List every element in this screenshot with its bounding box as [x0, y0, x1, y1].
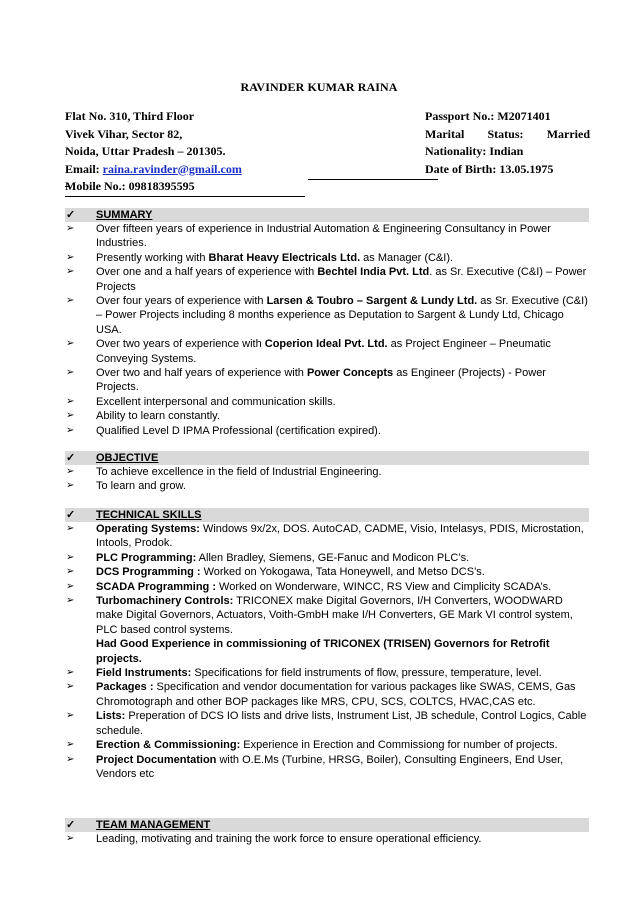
skill-name: SCADA Programming : — [96, 580, 216, 593]
underline-rule — [308, 179, 438, 180]
list-item — [65, 222, 589, 251]
item-text — [96, 409, 589, 423]
item-text-a: Excellent interpersonal and communication skills. — [96, 395, 336, 408]
item-text-bold: Power Concepts — [306, 367, 394, 380]
item-text-c: as Manager (C&I). — [360, 251, 454, 264]
item-text-a: Over one and a half years of experience with — [96, 266, 318, 279]
skill-detail: Allen Bradley, Siemens, GE-Fanuc and Modicon PLC’s. — [196, 551, 470, 564]
skill-detail: Specification and vendor documentation for various packages like SWAS, CEMS, Gas Chromotograph and other BOP packages like MRS, CPU, SCS, COLTCS, HVAC,CAS etc. — [96, 681, 576, 708]
arrow-bullet-icon: ➢ — [66, 667, 75, 679]
skill-detail: Preperation of DCS IO lists and drive lists, Instrument List, JB schedule, Control Logics, Cable schedule. — [96, 710, 587, 737]
arrow-bullet-icon: ➢ — [66, 367, 75, 379]
list-item — [65, 409, 589, 423]
objective-list — [65, 465, 589, 494]
arrow-bullet-icon: ➢ — [66, 681, 75, 693]
arrow-bullet-icon: ➢ — [66, 251, 75, 263]
item-text-bold: Larsen & Toubro – Sargent & Lundy Ltd. — [266, 295, 478, 308]
skill-name: Erection & Commissioning: — [96, 739, 241, 752]
list-item — [65, 522, 589, 551]
item-text — [96, 832, 589, 846]
arrow-bullet-icon: ➢ — [66, 566, 75, 578]
check-icon: ✓ — [66, 451, 76, 464]
item-text — [96, 294, 589, 337]
item-text — [96, 251, 589, 265]
skill-name: Turbomachinery Controls: — [96, 595, 234, 608]
email-row — [65, 161, 385, 179]
skills-list — [65, 522, 589, 781]
list-item — [65, 738, 589, 752]
item-text — [96, 337, 589, 366]
item-text-bold: Bharat Heavy Electricals Ltd. — [208, 251, 361, 264]
skill-name: PLC Programming: — [96, 551, 197, 564]
item-text — [96, 666, 589, 680]
check-icon: ✓ — [66, 508, 76, 521]
check-icon: ✓ — [66, 818, 76, 831]
list-item — [65, 680, 589, 709]
item-text-a: To achieve excellence in the field of Industrial Engineering. — [96, 466, 382, 478]
arrow-bullet-icon: ➢ — [66, 466, 75, 477]
skills-title: TECHNICAL SKILLS — [96, 508, 202, 521]
summary-title: SUMMARY — [96, 208, 153, 221]
skill-detail: Experience in Erection and Commissiong for number of projects. — [240, 739, 558, 752]
arrow-bullet-icon: ➢ — [66, 710, 75, 722]
item-text-bold: Coperion Ideal Pvt. Ltd. — [264, 338, 388, 351]
personal-details-block — [425, 108, 590, 178]
list-item — [65, 565, 589, 579]
skill-name: Field Instruments: — [96, 667, 192, 680]
objective-header — [65, 451, 589, 465]
nationality: Nationality: Indian — [425, 144, 524, 158]
team-section — [65, 818, 589, 846]
item-text — [96, 753, 589, 782]
item-text-c: as Project Engineer – Pneumatic Conveying Systems. — [96, 338, 551, 365]
item-text — [96, 465, 589, 479]
address-line-3: Noida, Uttar Pradesh – 201305. — [65, 144, 226, 158]
item-text-a: Presently working with — [96, 251, 209, 264]
item-text-a: Qualified Level D IPMA Professional (certification expired). — [96, 424, 381, 437]
list-item — [65, 479, 589, 493]
email-label: Email: — [65, 161, 103, 176]
arrow-bullet-icon: ➢ — [66, 424, 75, 436]
arrow-bullet-icon: ➢ — [66, 480, 75, 492]
item-text-a: To learn and grow. — [96, 480, 186, 493]
list-item — [65, 666, 589, 680]
item-text-c: as Engineer (Projects) - Power Projects. — [96, 367, 546, 394]
list-item — [65, 294, 589, 337]
list-item — [65, 832, 589, 846]
item-text — [96, 395, 589, 409]
item-text — [96, 424, 589, 438]
date-of-birth: Date of Birth: 13.05.1975 — [425, 161, 554, 176]
objective-title: OBJECTIVE — [96, 451, 159, 464]
list-item — [65, 594, 589, 666]
item-text — [96, 366, 589, 395]
arrow-bullet-icon: ➢ — [66, 580, 75, 592]
item-text-a: Leading, motivating and training the work force to ensure operational efficiency. — [96, 833, 482, 845]
item-text — [96, 565, 589, 579]
list-item — [65, 580, 589, 594]
address-line-2: Vivek Vihar, Sector 82, — [65, 126, 183, 141]
list-item — [65, 753, 589, 782]
marital-label-2: Status: — [487, 126, 524, 141]
check-icon: ✓ — [66, 208, 76, 221]
skill-name: Packages : — [96, 681, 154, 694]
list-item — [65, 265, 589, 294]
item-text-c: . as Sr. Executive (C&I) – Power Projects — [96, 266, 587, 293]
arrow-bullet-icon: ➢ — [66, 223, 75, 234]
list-item — [65, 366, 589, 395]
arrow-bullet-icon: ➢ — [66, 295, 75, 307]
stray-underline — [65, 186, 70, 187]
list-item — [65, 709, 589, 738]
arrow-bullet-icon: ➢ — [66, 395, 75, 407]
item-text — [96, 522, 589, 551]
email-link[interactable]: raina.ravinder@gmail.com — [102, 161, 242, 176]
list-item — [65, 424, 589, 438]
list-item — [65, 395, 589, 409]
skill-name: Project Documentation — [96, 753, 217, 766]
skill-detail: with O.E.Ms (Turbine, HRSG, Boiler), Consulting Engineers, End User, Vendors etc — [96, 753, 564, 780]
arrow-bullet-icon: ➢ — [66, 266, 75, 278]
team-header — [65, 818, 589, 832]
item-text — [96, 594, 589, 666]
team-title: TEAM MANAGEMENT — [96, 818, 211, 831]
objective-section — [65, 451, 589, 494]
item-text-a: Over two and half years of experience with — [96, 367, 307, 380]
list-item — [65, 551, 589, 565]
arrow-bullet-icon: ➢ — [66, 753, 75, 765]
mobile-number: Mobile No.: 09818395595 — [65, 178, 305, 197]
skills-header — [65, 508, 589, 522]
summary-list — [65, 222, 589, 438]
item-text-a: Over four years of experience with — [96, 295, 267, 308]
item-text — [96, 265, 589, 294]
candidate-name: RAVINDER KUMAR RAINA — [240, 80, 398, 94]
item-text-a: Over fifteen years of experience in Industrial Automation & Engineering Consultancy in Power Industries. — [96, 223, 551, 250]
skill-note: Had Good Experience in commissioning of TRICONEX (TRISEN) Governors for Retrofit projects. — [96, 638, 550, 665]
team-list — [65, 832, 589, 846]
arrow-bullet-icon: ➢ — [66, 595, 75, 607]
skill-name: Operating Systems: — [96, 523, 200, 535]
item-text — [96, 479, 589, 493]
address-block — [65, 108, 385, 197]
skill-detail: Worked on Wonderware, WINCC, RS View and Cimplicity SCADA’s. — [216, 580, 552, 593]
list-item — [65, 337, 589, 366]
item-text-a: Over two years of experience with — [96, 338, 265, 351]
item-text — [96, 738, 589, 752]
item-text — [96, 551, 589, 565]
summary-section — [65, 208, 589, 438]
item-text — [96, 222, 589, 251]
skill-detail: Specifications for field instruments of flow, pressure, temperature, level. — [191, 667, 542, 680]
skills-section — [65, 508, 589, 781]
list-item — [65, 465, 589, 479]
arrow-bullet-icon: ➢ — [66, 739, 75, 751]
arrow-bullet-icon: ➢ — [66, 551, 75, 563]
item-text-a: Ability to learn constantly. — [96, 410, 220, 423]
skill-detail: Windows 9x/2x, DOS. AutoCAD, CADME, Visio, Intelasys, PDIS, Microstation, Intools, Prodok. — [96, 523, 584, 550]
item-text-c: as Sr. Executive (C&I) – Power Projects including 8 months experience as Deputation to Sargent & Lundy Ltd, Chicago USA. — [96, 295, 588, 336]
arrow-bullet-icon: ➢ — [66, 410, 75, 422]
arrow-bullet-icon: ➢ — [66, 338, 75, 350]
arrow-bullet-icon: ➢ — [66, 833, 75, 844]
item-text-bold: Bechtel India Pvt. Ltd — [317, 266, 430, 279]
marital-status — [425, 126, 590, 144]
mobile-row — [65, 178, 385, 197]
skill-name: Lists: — [96, 710, 126, 723]
list-item — [65, 251, 589, 265]
item-text — [96, 709, 589, 738]
address-line-1: Flat No. 310, Third Floor — [65, 109, 195, 123]
passport-number: Passport No.: M2071401 — [425, 109, 551, 123]
arrow-bullet-icon: ➢ — [66, 523, 75, 534]
item-text — [96, 580, 589, 594]
skill-detail: Worked on Yokogawa, Tata Honeywell, and Metso DCS’s. — [200, 566, 485, 579]
item-text — [96, 680, 589, 709]
marital-label-1: Marital — [425, 126, 465, 141]
marital-value: Married — [546, 126, 590, 141]
skill-detail: TRICONEX make Digital Governors, I/H Converters, WOODWARD make Digital Governors, Actuators, Voith-GmbH make I/H Converters, GE Mark VI control system, PLC based control systems. — [96, 595, 573, 636]
skill-name: DCS Programming : — [96, 566, 201, 579]
summary-header — [65, 208, 589, 222]
